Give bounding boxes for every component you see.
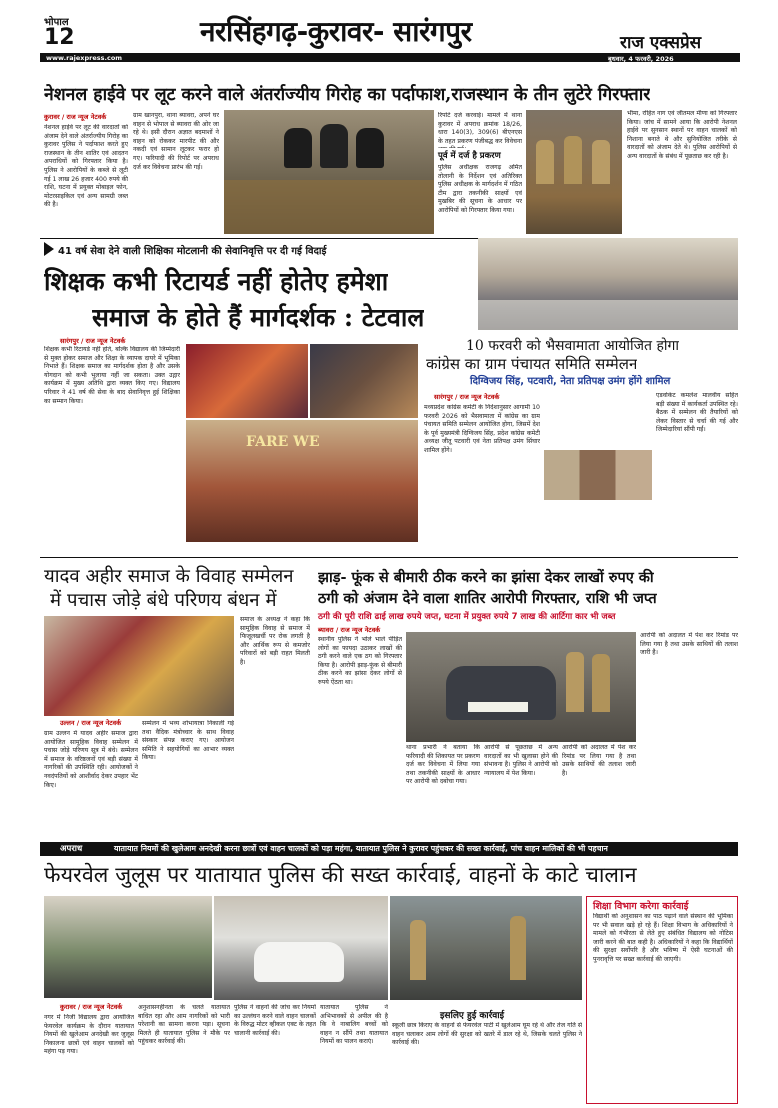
issue-date: बुधवार, 4 फरवरी, 2026 <box>608 55 674 63</box>
story4-photo-wedding <box>44 616 234 716</box>
story5-headline-line1[interactable]: झाड़- फूंक से बीमारी ठीक करने का झांसा देकर लाखों रुपए की <box>318 569 654 586</box>
page-number: 12 <box>44 25 75 50</box>
story6-col1: नगर में निजी विद्यालय द्वारा आयोजित फेयरवेल कार्यक्रम के दौरान यातायात नियमों की खुलेआम अनदेखी कर जुलूस निकालना छात्रों एवं वाहन चालकों को महंगा पड़ गया। <box>44 1014 134 1056</box>
story2-headline-line1[interactable]: शिक्षक कभी रिटायर्ड नहीं होतेए हमेशा <box>44 267 389 296</box>
story1-col2: ग्राम खानपुरा, थाना ब्यावरा, अपने घर वाहन से भोपाल से ब्यावरा की ओर जा रहे थे। इसी दौरान अज्ञात बदमाशों ने वाहन को रोककर मारपीट की और नकदी एवं सामान लूटकर फरार हो गए। फरियादी की रिपोर्ट पर अपराध दर्ज कर विवेचना प्रारंभ की गई। <box>133 112 219 171</box>
story6-caption: स्कूली छात्र किराए के वाहनों से फेयरवेल पार्टी में खुलेआम घूम रहे थे और तेज गति से वाहन चलाकर आम लोगों की सुरक्षा को खतरे में डाल रहे थे, जिसके चलते पुलिस ने कार्रवाई की। <box>392 1022 582 1047</box>
story6-col3: पुलिस ने वाहनों की जांच कर नियमों का उल्लंघन करने वाले वाहन चालकों के विरुद्ध मोटर व्हीकल एक्ट के तहत चालानी कार्रवाई की। <box>234 1004 316 1037</box>
story2-photo-felicitation2 <box>310 344 418 418</box>
story6-photo-procession2 <box>214 896 388 1000</box>
story6-col4: यातायात पुलिस ने अभिभावकों से अपील की है कि वे नाबालिग बच्चों को वाहन न सौंपें तथा यातायात नियमों का पालन कराएं। <box>320 1004 388 1046</box>
story1-col1: नेशनल हाईवे पर लूट की वारदातों को अंजाम देने वाले अंतर्राज्यीय गिरोह का कुरावर पुलिस ने पर्दाफाश करते हुए राजस्थान के तीन शातिर एवं आदतन अपराधियों को गिरफ्तार किया है। पुलिस ने आरोपियों के कब्जे से लूटी गई 1 लाख 26 हजार 400 रुपये की राशि, घटना में प्रयुक्त मोबाइल फोन, मोटरसाइकिल एवं अन्य सामग्री जब्त की है। <box>44 124 128 209</box>
story5-col2: थाना प्रभारी ने बताया कि फरियादी की शिकायत पर प्रकरण दर्ज कर विवेचना में लिया गया तथा तकनीकी साक्ष्यों के आधार पर आरोपी को दबोचा गया। <box>406 744 480 786</box>
story3-col1: मध्यप्रदेश कांग्रेस कमेटी के निर्देशानुसार आगामी 10 फरवरी 2026 को भैसवामाता में कांग्रेस का ग्राम पंचायत समिति सम्मेलन आयोजित होगा, जिसमें देश के पूर्व मुख्यमंत्री दिग्विजय सिंह, प्रदेश कांग्रेस कमेटी अध्यक्ष जीतू पटवारी एवं नेता प्रतिपक्ष उमंग सिंघार शामिल होंगे। <box>424 404 540 454</box>
story1-byline: कुरावर / राज न्यूज नेटवर्क <box>44 113 107 121</box>
story4-byline: उल्लन / राज न्यूज नेटवर्क <box>60 719 122 727</box>
story4-col1: ग्राम उल्लन में यादव अहीर समाज द्वारा आयोजित सामूहिक विवाह सम्मेलन में पचास जोड़े परिणय सूत्र में बंधे। सम्मेलन में समाज के वरिष्ठजनों एवं बड़ी संख्या में नागरिकों की उपस्थिति रही। आयोजकों ने नवदंपतियों को आशीर्वाद देकर उपहार भेंट किए। <box>44 730 138 789</box>
story6-caption-title: इसलिए हुई कार्रवाई <box>440 1011 505 1021</box>
story3-byline: सारंगपुर / राज न्यूज नेटवर्क <box>434 393 500 401</box>
story4-col2: सम्मेलन में भव्य शोभायात्रा निकाली गई तथा वैदिक मंत्रोच्चार के साथ विवाह संस्कार संपन्न कराए गए। आयोजन समिति ने सहयोगियों का आभार व्यक्त किया। <box>142 720 234 762</box>
story3-photo-meeting <box>478 238 738 330</box>
story6-photo-police-check <box>390 896 582 1000</box>
story1-photo-police <box>526 110 622 234</box>
education-box-text: विद्यार्थी को अनुशासन का पाठ पढ़ाने वाले संस्थान की भूमिका पर भी सवाल खड़े हो रहे हैं। शिक्षा विभाग के अधिकारियों ने मामले को गंभीरता से लेते हुए संबंधित विद्यालय को नोटिस जारी करने की बात कही है। अधिकारियों ने कहा कि विद्यार्थियों की सुरक्षा सर्वोपरि है और भविष्य में ऐसी घटनाओं की पुनरावृत्ति पर सख्त कार्रवाई की जाएगी। <box>593 913 733 963</box>
story5-byline: ब्यावरा / राज न्यूज नेटवर्क <box>318 626 381 634</box>
story3-subhead: दिग्विजय सिंह, पटवारी, नेता प्रतिपक्ष उमंग होंगे शामिल <box>470 376 671 387</box>
story5-col1: स्थानीय पुलिस ने भोले भाले पीड़ित लोगों का फायदा उठाकर लाखों की ठगी करने वाले एक ठग को गिरफ्तार किया है। आरोपी झाड़-फूंक से बीमारी ठीक करने का झांसा देकर लोगों से रुपये ऐंठता था। <box>318 636 402 686</box>
story5-col3: आरोपी से पूछताछ में अन्य वारदातों का भी खुलासा होने की संभावना है। पुलिस ने आरोपी को न्यायालय में पेश किया। <box>484 744 558 777</box>
story6-col2: अनुशासनहीनता के चलते यातायात बाधित रहा और आम नागरिकों को भारी परेशानी का सामना करना पड़ा। सूचना मिलते ही यातायात पुलिस ने मौके पर पहुंचकर कार्रवाई की। <box>138 1004 230 1046</box>
masthead <box>0 0 778 62</box>
story1-col4: रिपोर्ट दर्ज करवाई। मामले में थाना कुरावर में अपराध क्रमांक 18/26, धारा 140(3), 309(6) बीएनएस के तहत प्रकरण पंजीबद्ध कर विवेचना <box>438 112 522 145</box>
story2-photo-group: FARE WE <box>186 420 418 542</box>
newspaper-brand: राज एक्सप्रेस <box>620 33 702 53</box>
education-box-title: शिक्षा विभाग करेगा कार्रवाई <box>593 901 689 912</box>
story1-col4b: पुलिस अधीक्षक राजगढ़ अमित तोलानी के निर्देशन एवं अतिरिक्त पुलिस अधीक्षक के मार्गदर्शन में गठित टीम द्वारा तकनीकी साक्ष्यों एवं मुखबिर की सूचना के आधार पर आरोपियों को गिरफ्तार किया गया। <box>438 164 522 214</box>
story1-col5: भीमा, रोहित नाग एवं जीतमल मीणा को गिरफ्तार किया। जांच में सामने आया कि आरोपी नेशनल हाईवे पर सुनसान स्थानों पर वाहन चालकों को निशाना बनाते थे और सुनियोजित तरीके से वारदातों को अंजाम देते थे। पुलिस आरोपियों से अन्य वारदातों के संबंध में पूछताछ कर रही है। <box>627 110 737 160</box>
crime-banner <box>40 842 738 856</box>
story5-headline-line2[interactable]: ठगी को अंजाम देने वाला शातिर आरोपी गिरफ्तार, राशि भी जप्त <box>318 590 657 607</box>
story5-col4: आरोपी को अदालत में पेश कर रिमांड पर लिया गया है तथा उसके साथियों की तलाश जारी है। <box>562 744 636 777</box>
story2-col1: शिक्षक कभी रिटायर्ड नहीं होते, बल्कि विद्यालय की जिम्मेदारी से मुक्त होकर समाज और शिक्षा के व्यापक दायरे में भूमिका निभाते हैं। शिक्षक समाज का मार्गदर्शक होता है और उसके योगदान को कभी भुलाया नहीं जा सकता। उक्त उद्गार कार्यक्रम में मुख्य अतिथि द्वारा व्यक्त किए गए। विद्यालय परिवार ने 41 वर्ष की सेवा के बाद सेवानिवृत्त हुई शिक्षिका का सम्मान किया। <box>44 346 180 405</box>
story4-col3: समाज के अध्यक्ष ने कहा कि सामूहिक विवाह से समाज में फिजूलखर्ची पर रोक लगती है और आर्थिक रूप से कमजोर परिवारों को बड़ी राहत मिलती है। <box>240 616 310 666</box>
story1-subhead: पूर्व में दर्ज है प्रकरण <box>438 151 501 161</box>
story4-headline-line1[interactable]: यादव अहीर समाज के विवाह सम्मेलन <box>44 566 294 587</box>
story3-headline-line1[interactable]: 10 फरवरी को भैसवामाता आयोजित होगा <box>466 338 680 354</box>
story5-col5: आरोपी को अदालत में पेश कर रिमांड पर लिया गया है तथा उसके साथियों की तलाश जारी है। <box>640 632 738 657</box>
story2-photo-felicitation1 <box>186 344 308 418</box>
story2-kicker-arrow <box>44 242 54 256</box>
story2-kicker: 41 वर्ष सेवा देने वाली शिक्षिका मोटलानी की सेवानिवृत्ति पर दी गई विदाई <box>58 246 327 257</box>
website-link[interactable]: www.rajexpress.com <box>46 54 123 62</box>
story3-portraits <box>544 450 652 500</box>
page-city: भोपाल <box>44 17 69 28</box>
story2-headline-line2[interactable]: समाज के होते हैं मार्गदर्शक : टेटवाल <box>92 303 425 332</box>
story6-headline[interactable]: फेयरवेल जुलूस पर यातायात पुलिस की सख्त कार्रवाई, वाहनों के काटे चालान <box>44 863 637 888</box>
page-section-title: नरसिंहगढ़-कुरावर- सारंगपुर <box>200 15 472 48</box>
banner-tag: अपराध <box>60 844 83 854</box>
banner-text: यातायात नियमों की खुलेआम अनदेखी करना छात्रों एवं वाहन चालकों को पड़ा महंगा, यातायात पुलिस ने कुरावर पहुंचकर की सख्त कार्रवाई, पांच वाहन मालिकों की भी पहचान <box>114 844 608 853</box>
story4-headline-line2[interactable]: में पचास जोड़े बंधे परिणय बंधन में <box>50 590 277 611</box>
divider <box>40 557 738 558</box>
story3-headline-line2[interactable]: कांग्रेस का ग्राम पंचायत समिति सम्मेलन <box>426 355 638 373</box>
story3-col2: एडवोकेट कमलेश मालवीय सहित बड़ी संख्या में कार्यकर्ता उपस्थित रहे। बैठक में सम्मेलन की तैयारियों को लेकर विस्तार से चर्चा की गई और जिम्मेदारियां सौंपी गईं। <box>656 392 738 434</box>
story2-byline: सारंगपुर / राज न्यूज नेटवर्क <box>60 337 126 345</box>
education-box <box>586 896 738 1104</box>
story6-photo-procession1 <box>44 896 212 998</box>
story1-photo-accused <box>224 110 434 234</box>
story1-headline[interactable]: नेशनल हाईवे पर लूट करने वाले अंतर्राज्यीय गिरोह का पर्दाफाश,राजस्थान के तीन लुटेरे गिरफ्तार <box>44 85 651 105</box>
story5-photo-car <box>406 632 636 742</box>
story5-subhead: ठगी की पूरी राशि ढाई लाख रुपये जप्त, घटना में प्रयुक्त रुपये 7 लाख की आर्टिगा कार भी जब्त <box>318 612 616 622</box>
story6-byline: कुरावर / राज न्यूज नेटवर्क <box>60 1003 123 1011</box>
